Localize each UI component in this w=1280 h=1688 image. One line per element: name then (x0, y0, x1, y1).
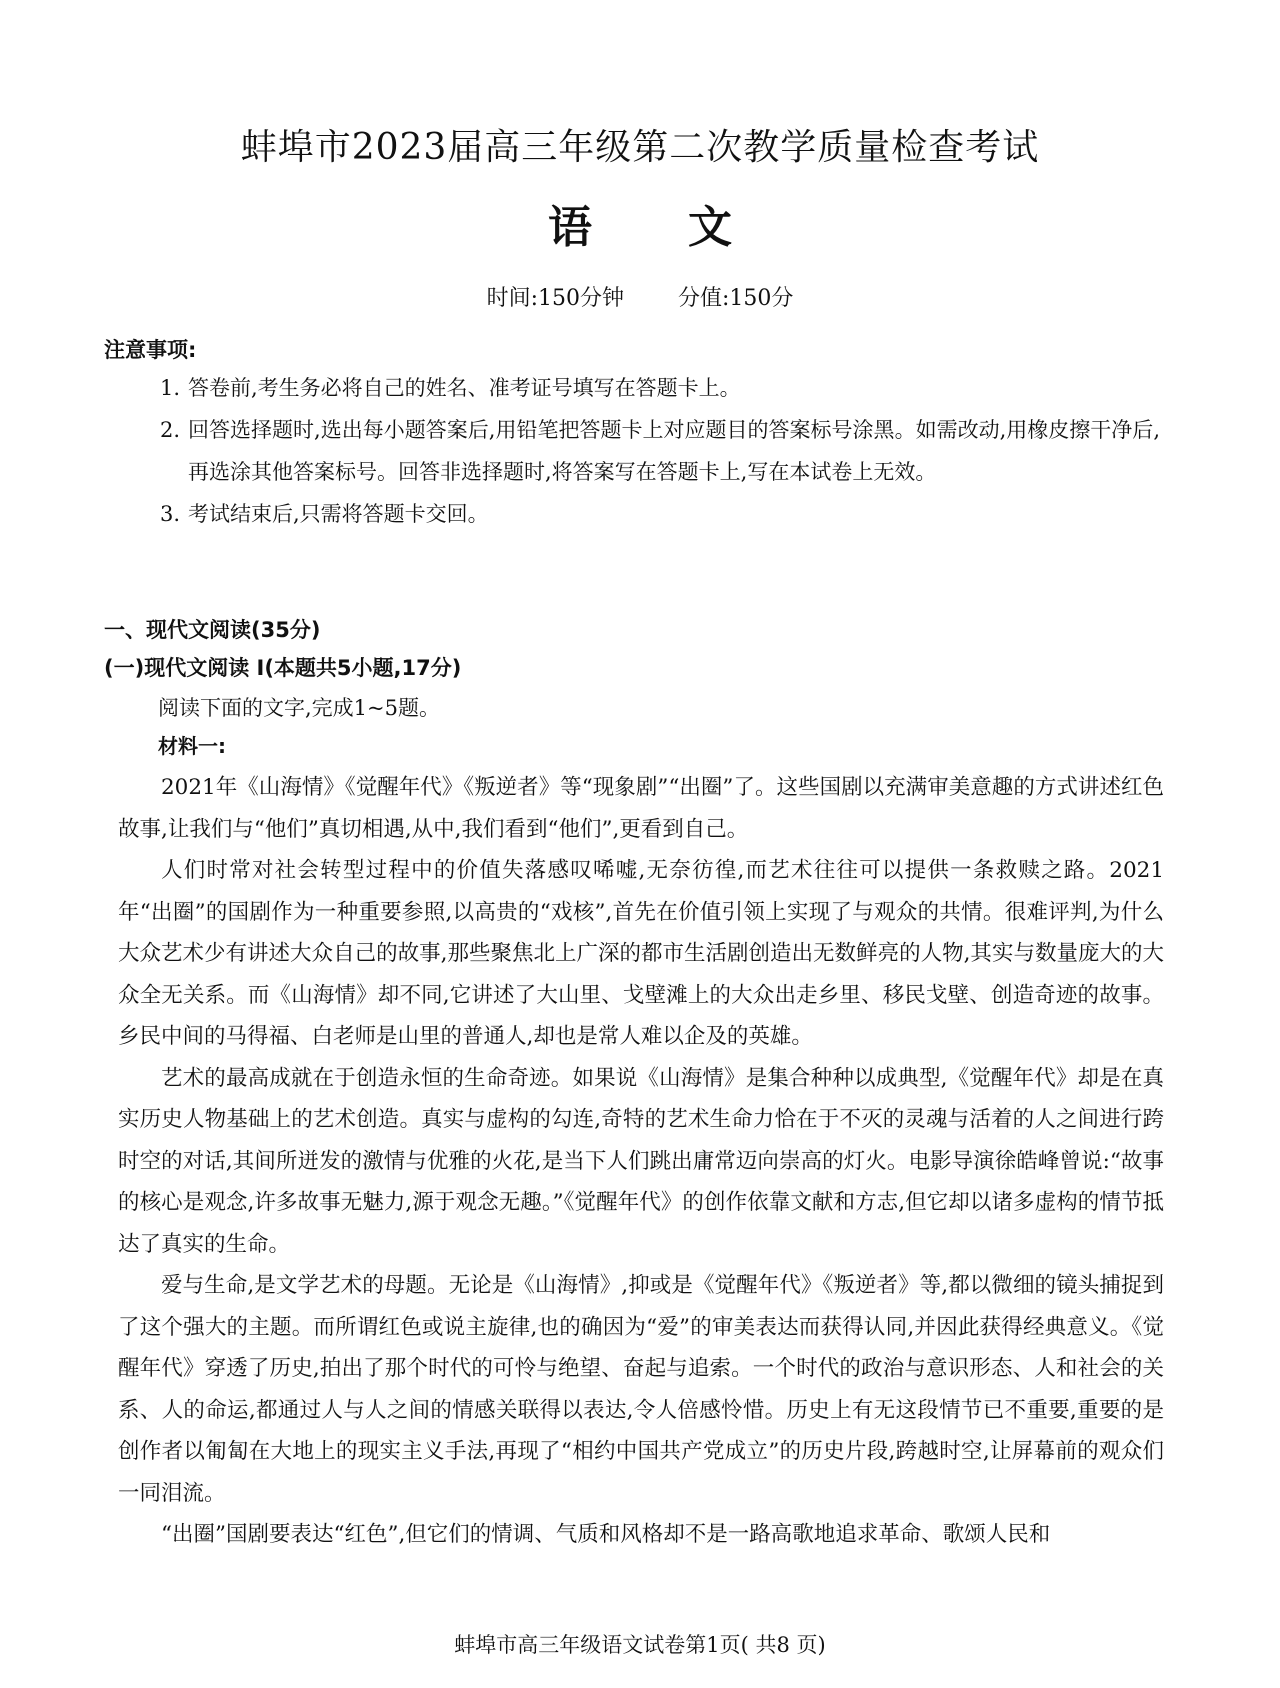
notice-item (160, 367, 1160, 409)
paragraph: 2021年《山海情》《觉醒年代》《叛逆者》等“现象剧”“出圈”了。这些国剧以充满审美意趣的方式讲述红色故事,让我们与“他们”真切相遇,从中,我们看到“他们”,更看到自己。 (118, 775, 1164, 842)
notice-item-text: 考试结束后,只需将答题卡交回。 (188, 502, 489, 526)
notice-item (160, 409, 1160, 493)
material-label: 材料一: (158, 734, 226, 758)
notice-item-number: 2. (160, 418, 181, 442)
paragraph: 艺术的最高成就在于创造永恒的生命奇迹。如果说《山海情》是集合种种以成典型,《觉醒年代》却是在真实历史人物基础上的艺术创造。真实与虚构的勾连,奇特的艺术生命力恰在于不灭的灵魂与活着的人之间进行跨时空的对话,其间所迸发的激情与优雅的火花,是当下人们跳出庸常迈向崇高的灯火。电影导演徐皓峰曾说:“故事的核心是观念,许多故事无魅力,源于观念无趣。”《觉醒年代》的创作依靠文献和方志,但它却以诸多虚构的情节抵达了真实的生命。 (118, 1065, 1164, 1257)
subject-char-2: 文 (688, 202, 732, 253)
page-footer: 蚌埠市高三年级语文试卷第1页( 共8 页) (454, 1633, 826, 1657)
material-body (118, 767, 1164, 1556)
reading-instruction: 阅读下面的文字,完成1~5题。 (158, 696, 440, 720)
notice-item-text: 回答选择题时,选出每小题答案后,用铅笔把答题卡上对应题目的答案标号涂黑。如需改动,用橡皮擦干净后,再选涂其他答案标号。回答非选择题时,将答案写在答题卡上,写在本试卷上无效。 (188, 418, 1160, 484)
subject-title (0, 200, 1280, 256)
subsection-heading: (一)现代文阅读 I(本题共5小题,17分) (104, 656, 462, 680)
notice-item (160, 493, 1160, 535)
exam-meta (0, 284, 1280, 314)
exam-time: 时间:150分钟 (486, 286, 624, 311)
paragraph: 爱与生命,是文学艺术的母题。无论是《山海情》,抑或是《觉醒年代》《叛逆者》等,都以微细的镜头捕捉到了这个强大的主题。而所谓红色或说主旋律,也的确因为“爱”的审美表达而获得认同,并因此获得经典意义。《觉醒年代》穿透了历史,拍出了那个时代的可怜与绝望、奋起与追索。一个时代的政治与意识形态、人和社会的关系、人的命运,都通过人与人之间的情感关联得以表达,令人倍感怜惜。历史上有无这段情节已不重要,重要的是创作者以匍匐在大地上的现实主义手法,再现了“相约中国共产党成立”的历史片段,跨越时空,让屏幕前的观众们一同泪流。 (118, 1273, 1164, 1506)
subject-char-1: 语 (548, 202, 592, 253)
exam-score: 分值:150分 (678, 286, 794, 311)
section-heading: 一、现代文阅读(35分) (104, 618, 321, 642)
notice-heading: 注意事项: (104, 338, 197, 362)
paragraph: 人们时常对社会转型过程中的价值失落感叹唏嘘,无奈彷徨,而艺术往往可以提供一条救赎之路。2021年“出圈”的国剧作为一种重要参照,以高贵的“戏核”,首先在价值引领上实现了与观众的共情。很难评判,为什么大众艺术少有讲述大众自己的故事,那些聚焦北上广深的都市生活剧创造出无数鲜亮的人物,其实与数量庞大的大众全无关系。而《山海情》却不同,它讲述了大山里、戈壁滩上的大众出走乡里、移民戈壁、创造奇迹的故事。乡民中间的马得福、白老师是山里的普通人,却也是常人难以企及的英雄。 (118, 858, 1164, 1049)
exam-title: 蚌埠市2023届高三年级第二次教学质量检查考试 (240, 127, 1040, 168)
notice-list (160, 367, 1160, 535)
paragraph: “出圈”国剧要表达“红色”,但它们的情调、气质和风格却不是一路高歌地追求革命、歌颂人民和 (161, 1522, 1051, 1547)
notice-item-number: 1. (160, 376, 181, 400)
notice-item-number: 3. (160, 502, 181, 526)
notice-item-text: 答卷前,考生务必将自己的姓名、准考证号填写在答题卡上。 (188, 376, 741, 400)
